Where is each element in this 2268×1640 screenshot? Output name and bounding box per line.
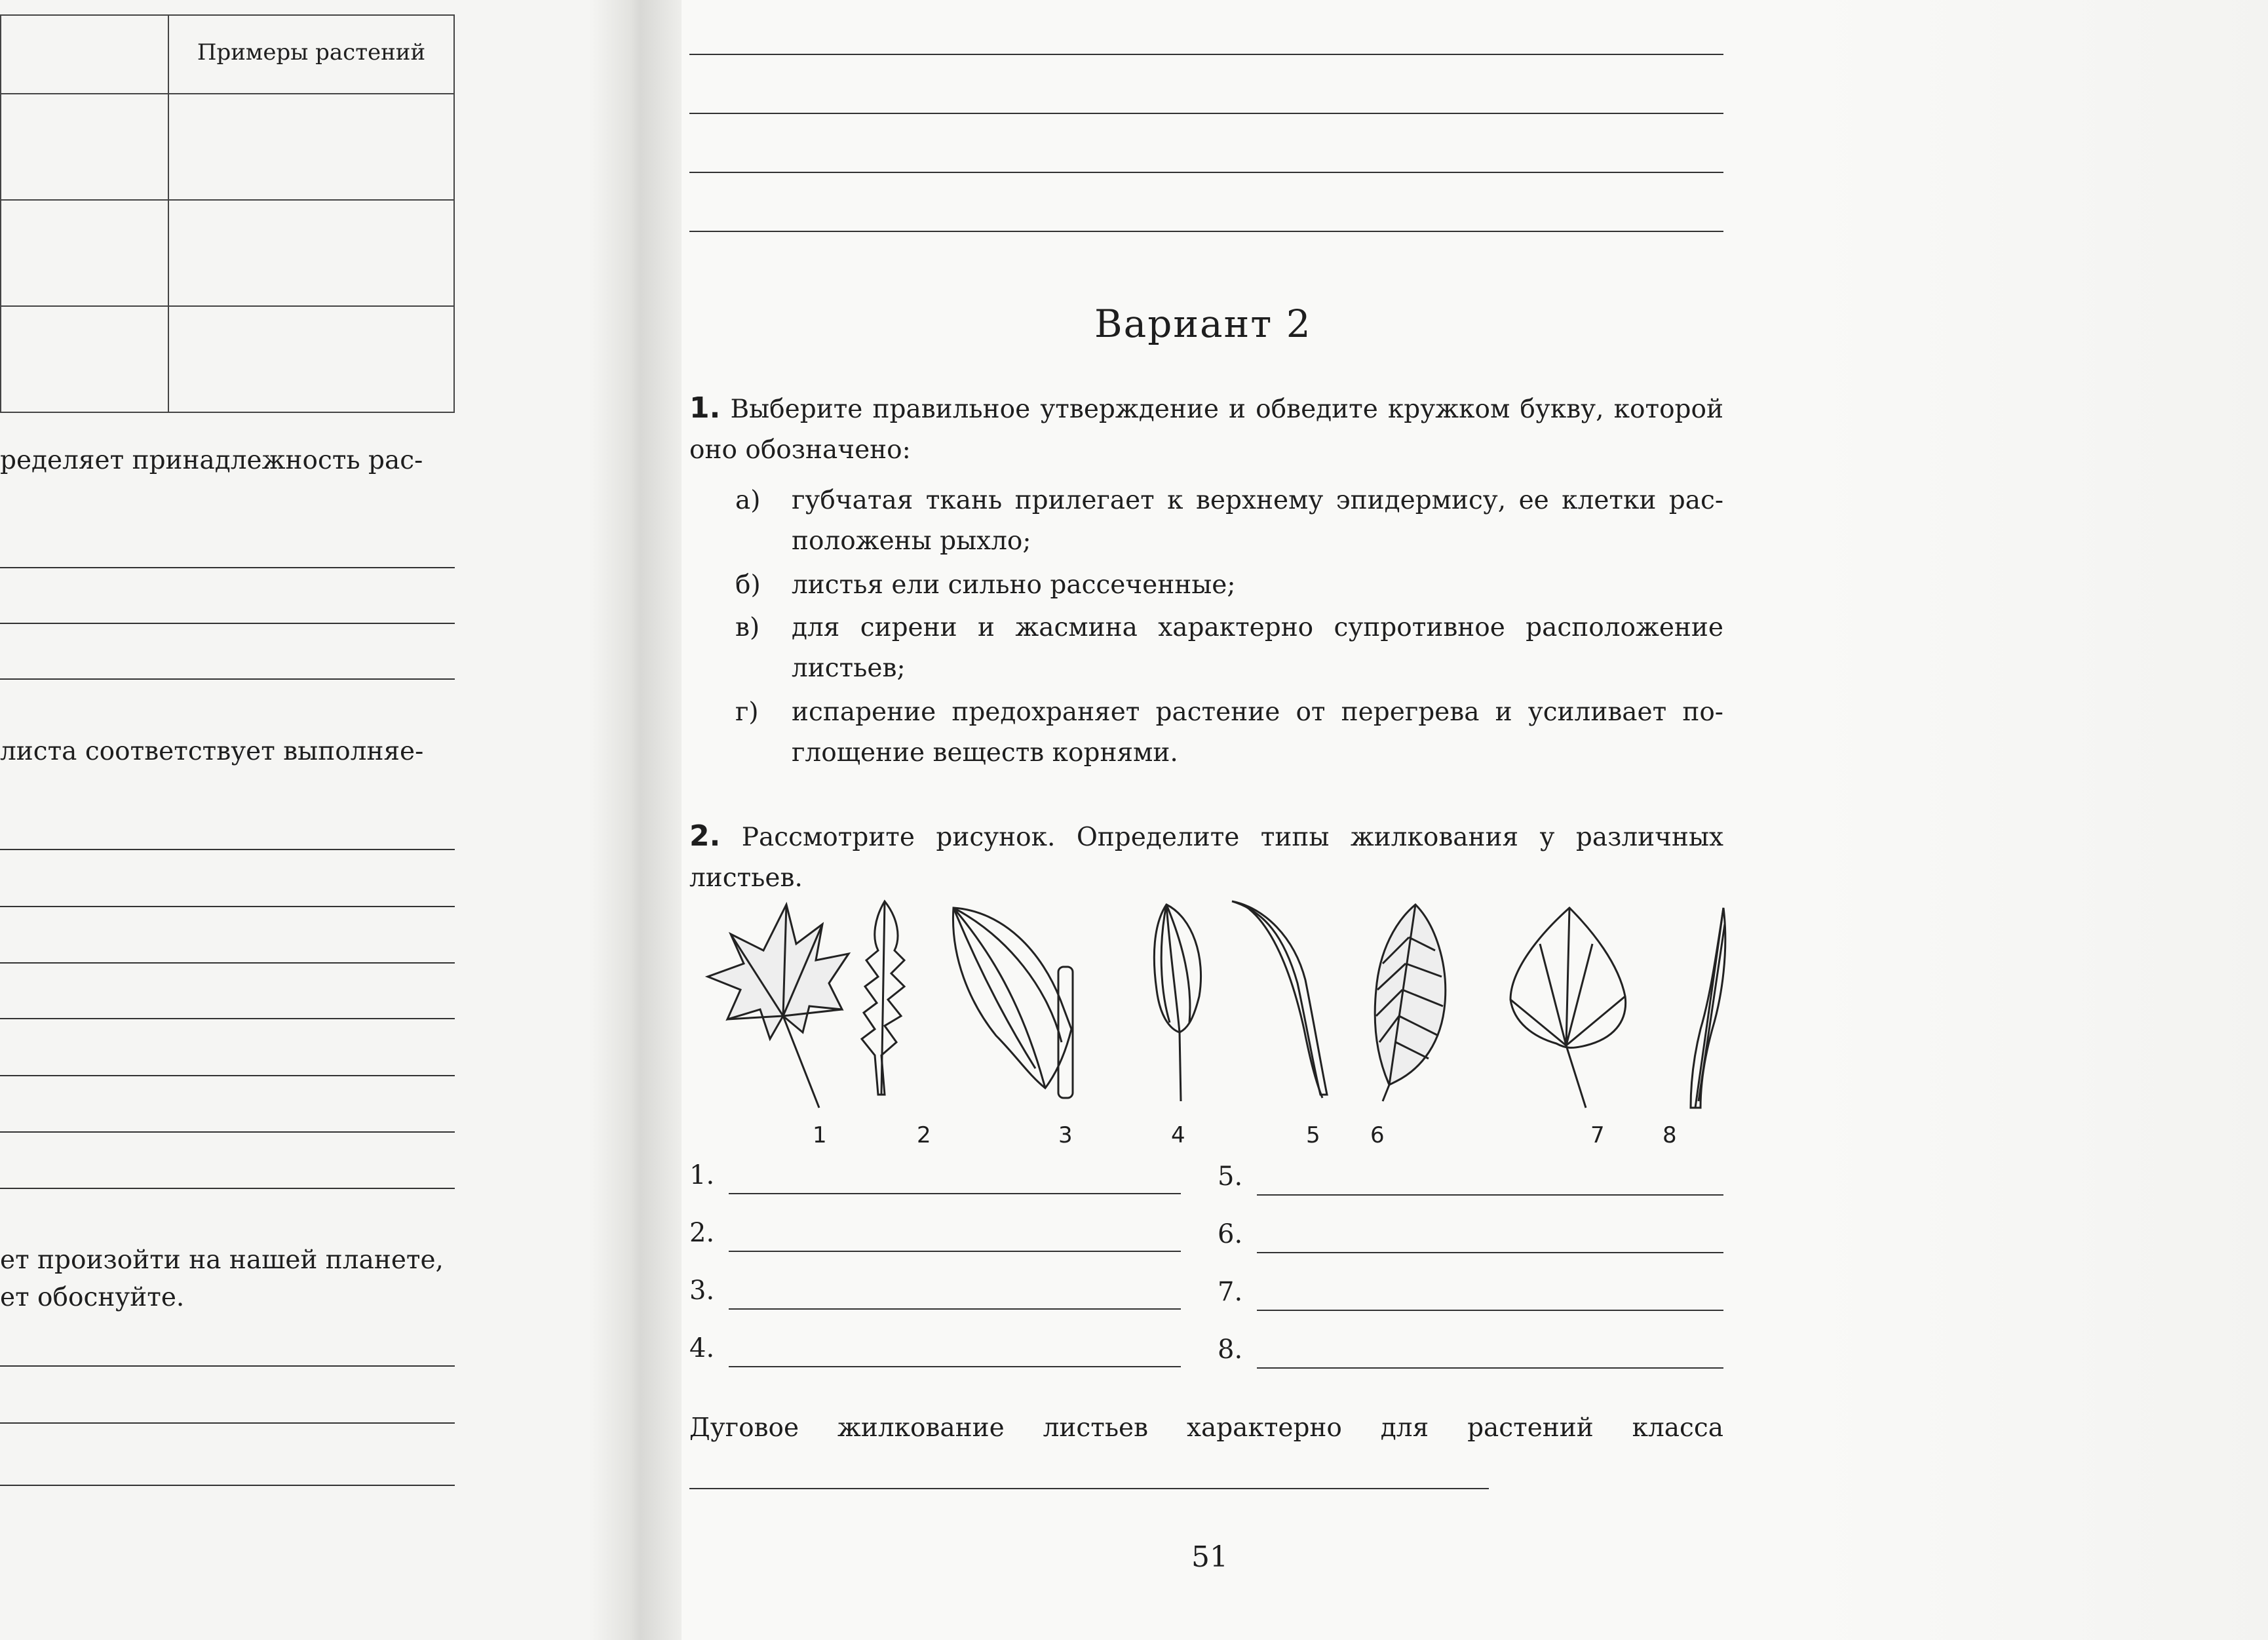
leaf-illustrations	[688, 898, 1737, 1114]
left-text-line: ет обоснуйте.	[0, 1283, 185, 1312]
answer-line	[689, 231, 1723, 232]
option-text: для сирени и жасмина характерно супротивное расположение листьев;	[792, 613, 1723, 683]
answer-label: 1.	[689, 1160, 715, 1190]
left-text-line: листа соответствует выполняе-	[0, 737, 424, 766]
option-v	[735, 608, 1723, 689]
dandelion-leaf-icon	[862, 901, 904, 1095]
question-2-text: Рассмотрите рисунок. Определите типы жилкования у различных листьев.	[689, 823, 1723, 893]
option-text: испарение предохраняет растение от перегрева и усиливает по-глощение веществ корнями.	[792, 697, 1723, 768]
answer-label: 2.	[689, 1218, 715, 1248]
question-1-number: 1.	[689, 391, 721, 425]
page-edge-shadow	[1815, 0, 2268, 1640]
answer-label: 3.	[689, 1276, 715, 1306]
answer-line	[0, 678, 455, 680]
answer-line	[0, 962, 455, 964]
maple-leaf-icon	[708, 905, 849, 1108]
answer-line	[0, 623, 455, 624]
table-cell	[168, 94, 454, 200]
heart-shaped-leaf-icon	[1510, 908, 1626, 1108]
table-header-examples: Примеры растений	[168, 15, 454, 94]
serrated-leaf-icon	[1375, 905, 1446, 1101]
answer-line	[0, 849, 455, 850]
page-number: 51	[1191, 1540, 1228, 1574]
option-g	[735, 692, 1723, 773]
table-cell	[1, 15, 168, 94]
question-2	[689, 816, 1723, 899]
table-cell	[168, 200, 454, 306]
option-letter: в)	[735, 613, 760, 642]
option-text: листья ели сильно рассеченные;	[792, 570, 1236, 600]
answer-line	[0, 1018, 455, 1019]
leaf-label: 4	[1171, 1122, 1185, 1148]
leaf-label: 8	[1663, 1122, 1677, 1148]
question-1-text: Выберите правильное утверждение и обведите кружком букву, которой оно обозначено:	[689, 395, 1723, 465]
left-page	[0, 0, 629, 1640]
table-cell	[1, 94, 168, 200]
answer-line	[689, 113, 1723, 114]
answer-line	[729, 1251, 1181, 1252]
option-text: губчатая ткань прилегает к верхнему эпидермису, ее клетки рас-положены рыхло;	[792, 486, 1723, 556]
answer-label: 4.	[689, 1333, 715, 1363]
answer-line	[0, 1422, 455, 1424]
option-letter: г)	[735, 697, 759, 727]
leaf-label: 1	[813, 1122, 827, 1148]
leaf-label: 3	[1058, 1122, 1073, 1148]
left-text-line: ределяет принадлежность рас-	[0, 446, 423, 475]
leaf-label: 6	[1370, 1122, 1385, 1148]
answer-line	[1257, 1310, 1723, 1311]
answer-line	[0, 1188, 455, 1189]
answer-line	[0, 906, 455, 907]
table-cell	[1, 200, 168, 306]
option-a	[735, 480, 1723, 562]
answer-line	[1257, 1367, 1723, 1369]
answer-line	[1257, 1194, 1723, 1196]
answer-line	[689, 1488, 1489, 1489]
answer-label: 5.	[1218, 1162, 1243, 1192]
answer-line	[0, 1365, 455, 1367]
plant-examples-table	[0, 14, 455, 413]
answer-line	[1257, 1252, 1723, 1253]
option-letter: а)	[735, 486, 761, 515]
option-b	[735, 565, 1723, 606]
answer-line	[729, 1308, 1181, 1310]
table-cell	[1, 306, 168, 412]
answer-line	[729, 1193, 1181, 1194]
answer-line	[0, 567, 455, 568]
answer-label: 7.	[1218, 1277, 1243, 1307]
oval-leaf-icon	[1154, 905, 1201, 1101]
grass-leaf-icon	[1232, 901, 1327, 1098]
parallel-vein-leaf-icon	[1691, 908, 1725, 1108]
table-cell	[168, 306, 454, 412]
question-1	[689, 388, 1723, 471]
answer-line	[0, 1131, 455, 1133]
answer-line	[0, 1075, 455, 1076]
leaf-label: 5	[1306, 1122, 1320, 1148]
arc-vein-leaf-icon	[953, 908, 1073, 1098]
variant-title: Вариант 2	[1094, 302, 1312, 346]
closing-sentence: Дуговое жилкование листьев характерно для растений класса	[689, 1413, 1723, 1443]
answer-line	[689, 172, 1723, 173]
leaf-label: 7	[1590, 1122, 1605, 1148]
answer-line	[0, 1485, 455, 1486]
leaf-label: 2	[917, 1122, 931, 1148]
answer-line	[729, 1366, 1181, 1367]
option-letter: б)	[735, 570, 761, 600]
answer-line	[689, 54, 1723, 55]
left-text-line: ет произойти на нашей планете,	[0, 1245, 444, 1275]
answer-label: 8.	[1218, 1335, 1243, 1365]
book-gutter	[590, 0, 682, 1640]
question-2-number: 2.	[689, 819, 721, 853]
answer-label: 6.	[1218, 1219, 1243, 1249]
